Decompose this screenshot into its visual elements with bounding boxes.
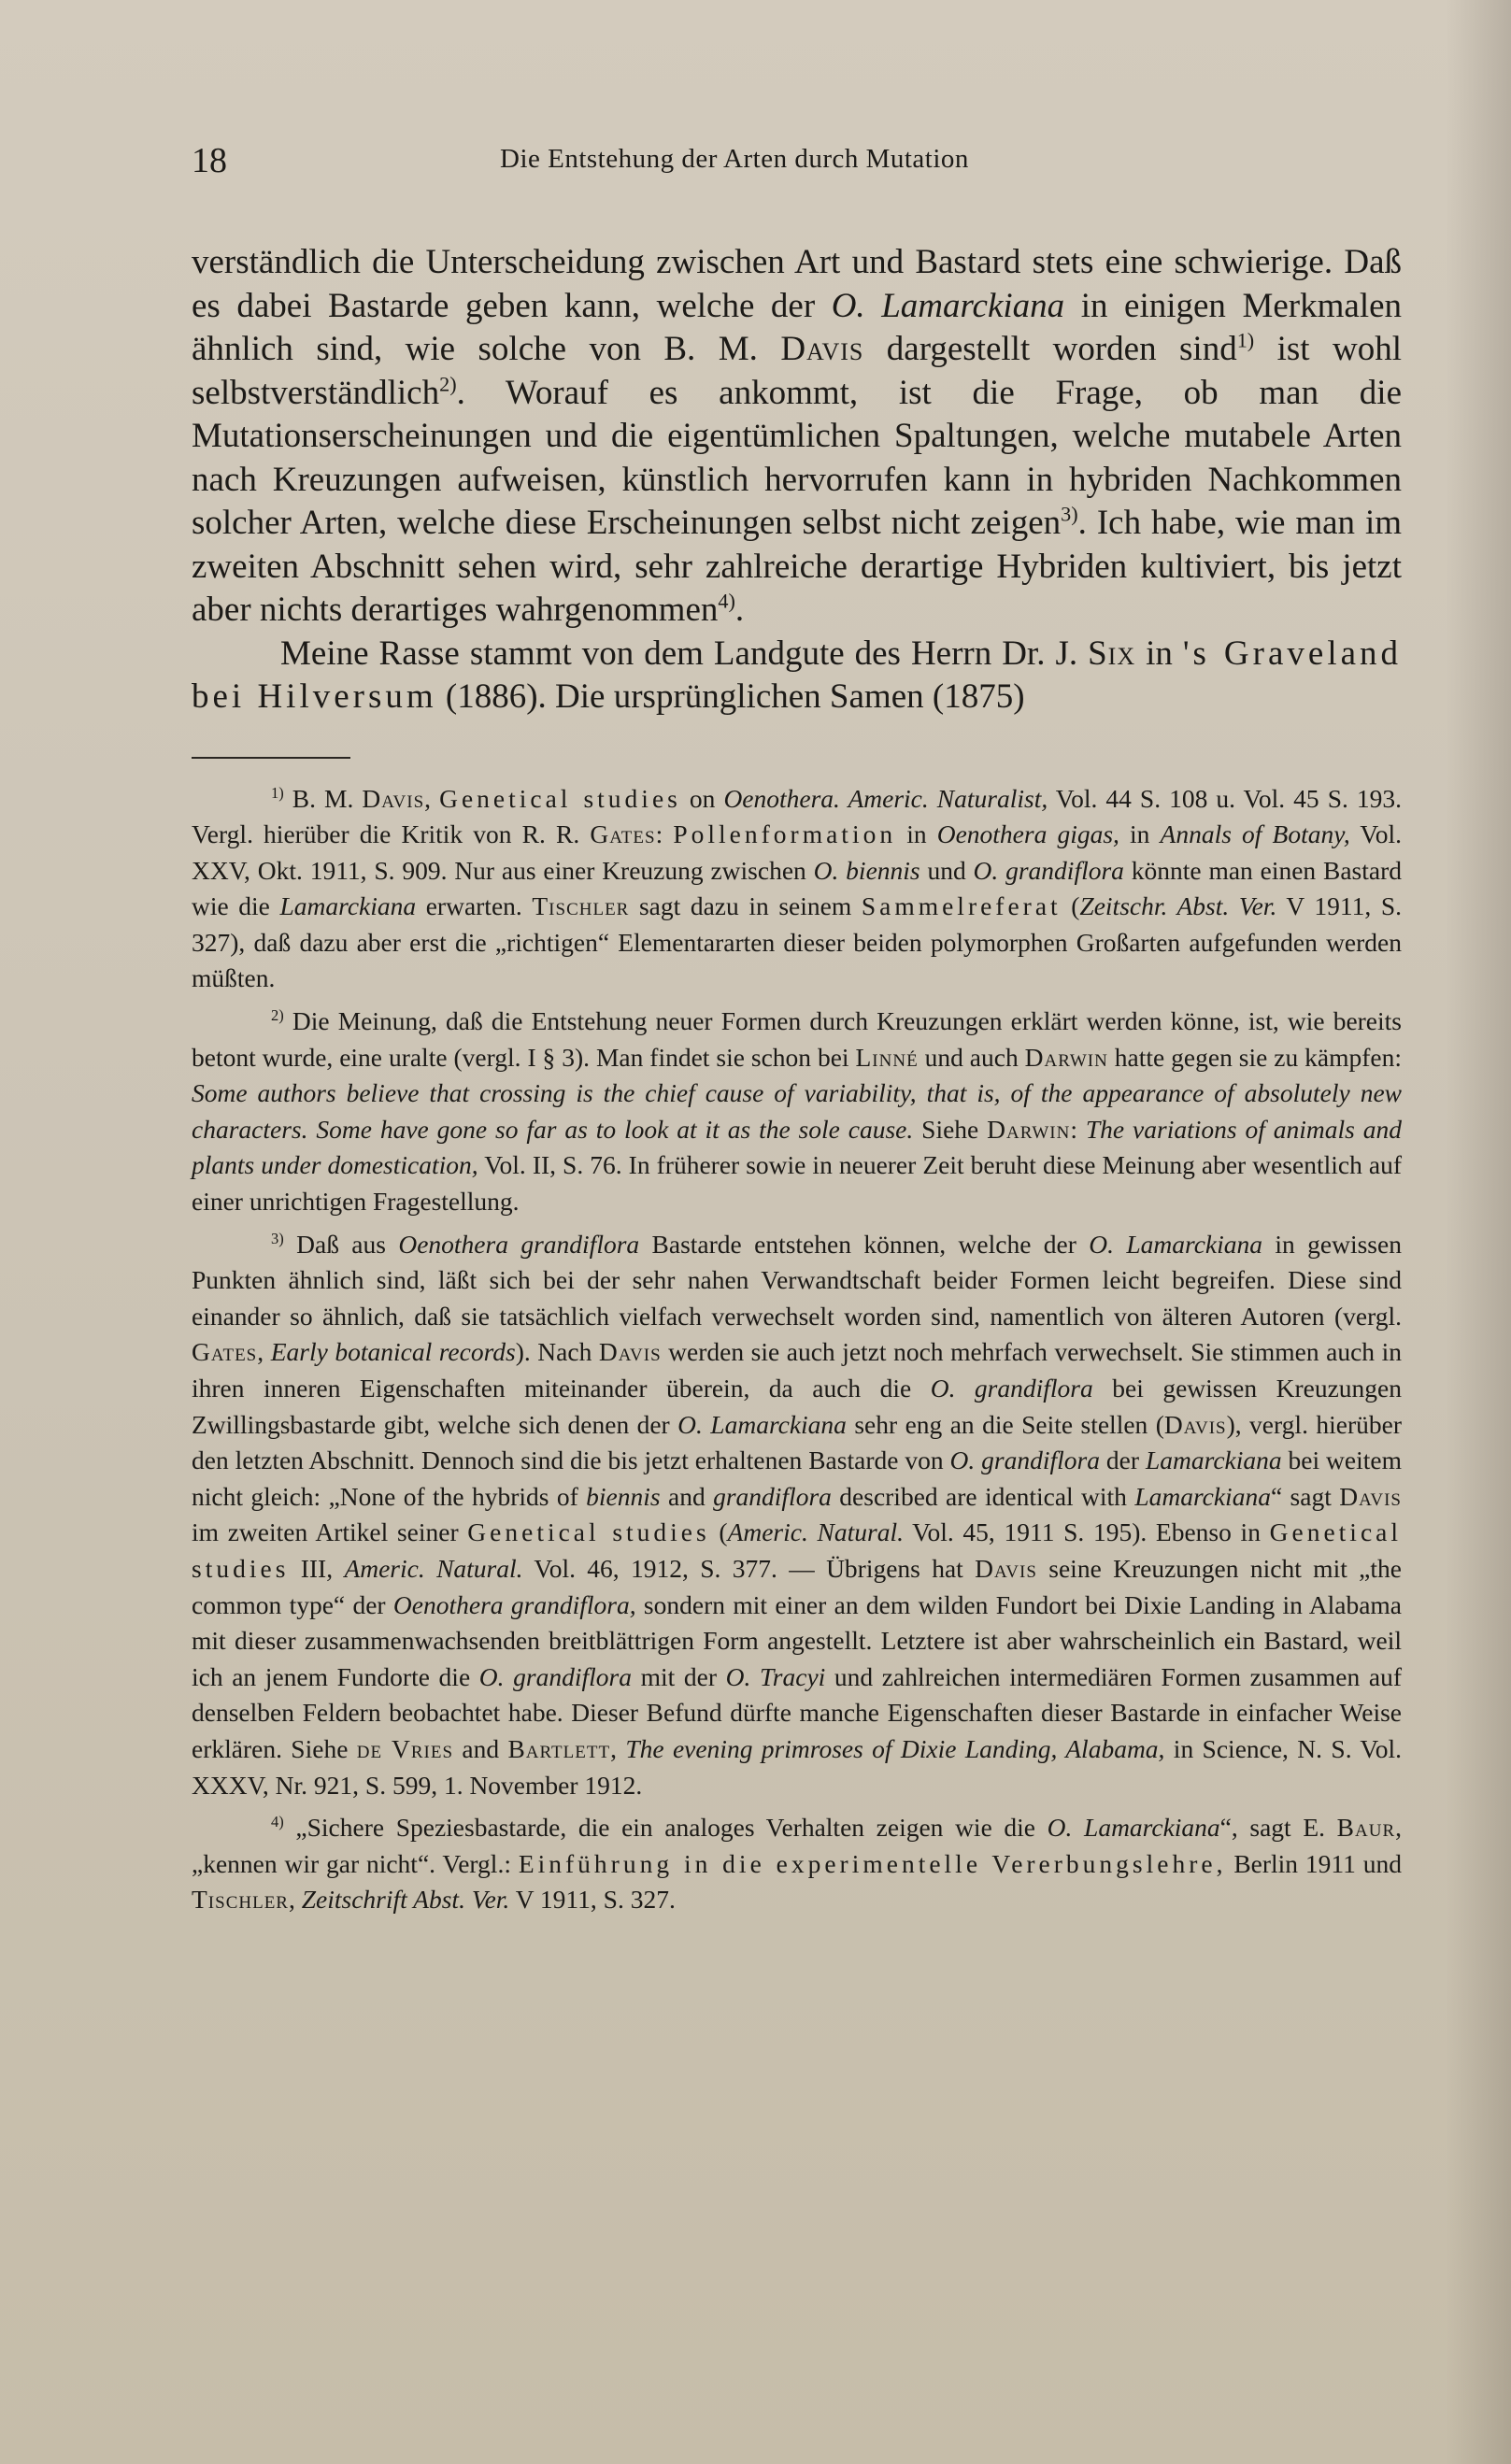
text-run: ( xyxy=(709,1517,728,1547)
author-name: Davis xyxy=(598,1337,662,1367)
author-name: Davis xyxy=(362,783,425,813)
italic-run: O. grandiflora xyxy=(478,1661,632,1691)
text-run: seine Kreuzungen nicht mit „the common type“ der xyxy=(192,1553,1402,1619)
footnote-marker: 2) xyxy=(271,1005,284,1024)
text-run: in Science, N. S. Vol. XXXV, Nr. 921, S. 599, 1. November 1912. xyxy=(192,1733,1403,1800)
spaced-text: 's Graveland bei Hilversum xyxy=(192,634,1403,716)
author-name: Bartlett xyxy=(507,1733,611,1763)
text-run: described are identical with xyxy=(831,1481,1135,1511)
italic-run: Early botanical records xyxy=(270,1337,516,1367)
text-run: and xyxy=(453,1733,508,1763)
text-run: bei gewissen Kreuzungen Zwillingsbastarde gibt, welche sich denen der xyxy=(192,1374,1403,1439)
footnote-ref-4: 4) xyxy=(718,589,735,613)
page-number: 18 xyxy=(192,141,227,180)
text-run: . Worauf es ankommt, ist die Frage, ob man die Mutationserscheinungen und die eigentümlichen Spaltungen, welche mutabele Arten nach Kreuzungen aufweisen, künstlich hervorrufen kann in hybriden Nachkommen solcher Arten, welche diese Erscheinungen selbst nicht zeigen xyxy=(192,373,1402,542)
italic-run: Oenothera. Americ. Naturalist, xyxy=(723,783,1048,813)
text-run: , xyxy=(288,1885,302,1915)
text-run: werden sie auch jetzt noch mehrfach verwechselt. Sie stimmen auch in ihren inneren Eigenschaften miteinander überein, da auch die xyxy=(192,1337,1402,1403)
italic-run: O. Lamarckiana xyxy=(1047,1813,1220,1843)
italic-run: The variations of animals and plants under domestication, xyxy=(192,1114,1402,1180)
footnote-1 xyxy=(192,781,1402,998)
text-run: Vol. 46, 1912, S. 377. — Übrigens hat xyxy=(522,1553,976,1583)
text-run: on xyxy=(680,783,724,813)
italic-run: Oenothera grandiflora, xyxy=(392,1589,636,1619)
text-run: verständlich die Unterscheidung zwischen Art und Bastard stets eine schwierige. Daß es dabei Bastarde geben kann, welche der xyxy=(192,243,1402,325)
page-edge-shadow xyxy=(1446,0,1511,2464)
footnote-marker: 1) xyxy=(271,783,284,802)
italic-run: Lamarckiana xyxy=(1145,1446,1282,1475)
text-run: : xyxy=(1070,1114,1086,1144)
text-run: , xyxy=(424,783,440,813)
text-run: Vol. 45, 1911 S. 195). Ebenso in xyxy=(903,1517,1270,1547)
italic-run: grandiflora xyxy=(713,1481,832,1511)
author-name: Davis xyxy=(975,1553,1037,1583)
author-name: Linné xyxy=(855,1042,919,1072)
text-run: in einigen Merkmalen ähnlich sind, wie solche von B. M. xyxy=(192,286,1403,368)
text-run: sehr eng an die Seite stellen ( xyxy=(846,1409,1164,1439)
italic-run: O. biennis xyxy=(813,855,920,885)
text-run: , xyxy=(610,1733,626,1763)
text-run: in gewissen Punkten ähnlich sind, läßt sich bei der sehr nahen Verwandtschaft beider Formen leicht begreifen. Diese sind einander so ähnlich, daß sie tatsächlich vielfach verwechselt worden sind, namentlich von älteren Autoren (vergl. xyxy=(192,1229,1402,1331)
text-run: ist wohl selbstverständlich xyxy=(192,330,1402,412)
text-run: und zahlreichen intermediären Formen zusammen auf denselben Feldern beobachtet habe. Dieser Befund dürfte manche Eigenschaften dieser Bastarde in einfacher Weise erklären. Siehe xyxy=(192,1661,1402,1763)
text-run: Meine Rasse stammt von dem Landgute des Herrn Dr. J. xyxy=(280,634,1089,673)
text-run: B. M. xyxy=(283,783,363,813)
author-name: Darwin xyxy=(1024,1042,1108,1072)
text-run: III, xyxy=(289,1553,345,1583)
text-run: V 1911, S. 327. xyxy=(509,1885,676,1915)
italic-run: biennis xyxy=(586,1481,661,1511)
text-run: und xyxy=(919,855,974,885)
footnote-ref-1: 1) xyxy=(1236,328,1255,352)
italic-run: Oenothera gigas, xyxy=(936,819,1119,849)
text-run: Berlin 1911 und xyxy=(1226,1848,1403,1878)
text-run: könnte man einen Bastard wie die xyxy=(192,855,1403,921)
main-text xyxy=(192,241,1402,719)
text-run: Vol. 44 S. 108 u. Vol. 45 S. 193. Vergl. hierüber die Kritik von R. R. xyxy=(192,783,1403,849)
spaced-text: Einführung in die experimentelle Vererbungslehre, xyxy=(518,1848,1227,1878)
footnote-marker: 3) xyxy=(271,1229,284,1247)
text-run: Bastarde entstehen können, welche der xyxy=(639,1229,1090,1259)
italic-run: O. Lamarckiana xyxy=(1089,1229,1263,1259)
italic-run: Lamarckiana xyxy=(1134,1481,1271,1511)
footnote-marker: 4) xyxy=(271,1812,284,1830)
spaced-text: Genetical studies xyxy=(439,783,681,813)
text-run: “, sagt E. xyxy=(1219,1813,1337,1843)
paragraph-1 xyxy=(192,241,1402,633)
italic-run: O. grandiflora xyxy=(949,1446,1101,1475)
author-name: Davis xyxy=(1339,1481,1402,1511)
text-run: „Sichere Speziesbastarde, die ein analoges Verhalten zeigen wie die xyxy=(283,1813,1048,1843)
text-run: Daß aus xyxy=(283,1229,399,1259)
italic-run: O. Lamarckiana xyxy=(677,1409,847,1439)
text-run: sagt dazu in seinem xyxy=(629,891,862,921)
text-run: , xyxy=(257,1337,271,1367)
paragraph-2 xyxy=(192,633,1402,719)
footnote-2 xyxy=(192,1004,1402,1220)
text-run: , „kennen wir gar nicht“. Vergl.: xyxy=(192,1813,1402,1878)
text-run: . Ich habe, wie man im zweiten Abschnitt sehen wird, sehr zahlreiche derartige Hybriden kultiviert, bis jetzt aber nichts derartiges wahrgenommen xyxy=(192,504,1402,629)
text-run: erwarten. xyxy=(416,891,533,921)
page-header xyxy=(192,140,1399,206)
text-run: ). Nach xyxy=(515,1337,599,1367)
text-run: ( xyxy=(1061,891,1080,921)
footnote-divider xyxy=(192,757,350,759)
text-run: (1886). Die ursprünglichen Samen (1875) xyxy=(436,677,1025,716)
italic-run: O. grandiflora xyxy=(973,855,1124,885)
italic-run: Americ. Natural. xyxy=(727,1517,904,1547)
italic-run: Annals of Botany, xyxy=(1160,819,1350,849)
text-run: in xyxy=(896,819,937,849)
italic-run: The evening primroses of Dixie Landing, Alabama, xyxy=(625,1733,1165,1763)
author-name: Davis xyxy=(1163,1409,1227,1439)
text-run: der xyxy=(1100,1446,1146,1475)
text-run: “ sagt xyxy=(1270,1481,1340,1511)
footnote-4 xyxy=(192,1810,1402,1918)
text-run: Siehe xyxy=(913,1114,988,1144)
text-run: Vol. XXV, Okt. 1911, S. 909. Nur aus einer Kreuzung zwischen xyxy=(192,819,1403,885)
text-run: hatte gegen sie zu kämpfen: xyxy=(1107,1042,1402,1072)
author-name: de Vries xyxy=(356,1733,454,1763)
text-run: Vol. II, S. 76. In früherer sowie in neuerer Zeit beruht diese Meinung aber wesentlich auf einer unrichtigen Fragestellung. xyxy=(192,1150,1402,1217)
text-run: . xyxy=(734,591,745,629)
text-run: V 1911, S. 327), daß dazu aber erst die „richtigen“ Elementararten dieser beiden polymorphen Großarten aufgefunden werden müßten. xyxy=(192,891,1402,993)
italic-run: Americ. Natural. xyxy=(344,1553,523,1583)
text-run: and xyxy=(660,1481,714,1511)
text-run: in xyxy=(1119,819,1161,849)
footnote-ref-2: 2) xyxy=(439,372,457,396)
text-run: ), vergl. hierüber den letzten Abschnitt. Dennoch sind die bis jetzt erhaltenen Bastarde von xyxy=(192,1409,1402,1475)
text-run: Die Meinung, daß die Entstehung neuer Formen durch Kreuzungen erklärt werden könne, ist, wie bereits betont wurde, eine uralte (vergl. I § 3). Man findet sie schon bei xyxy=(192,1006,1402,1072)
italic-run: Oenothera grandiflora xyxy=(398,1229,640,1259)
spaced-text: Genetical studies xyxy=(467,1517,710,1547)
author-name: Tischler xyxy=(192,1885,289,1915)
italic-run: Zeitschr. Abst. Ver. xyxy=(1079,891,1277,921)
spaced-text: Sammelreferat xyxy=(861,891,1062,921)
spaced-text: Genetical studies xyxy=(192,1517,1402,1583)
author-name: Six xyxy=(1088,634,1136,673)
author-name: Davis xyxy=(780,330,864,368)
text-run: in xyxy=(1135,634,1183,673)
italic-run: O. Lamarckiana xyxy=(831,286,1065,325)
text-run: dargestellt worden sind xyxy=(863,330,1237,368)
text-run: sondern mit einer an dem wilden Fundort bei Dixie Landing in Alabama mit dieser zusammenwachsenden breitblättrigen Form angestellt. Letztere ist aber wahrscheinlich ein Bastard, weil ich an jenem Fundorte die xyxy=(192,1589,1403,1691)
italic-run: Zeitschrift Abst. Ver. xyxy=(301,1885,510,1915)
text-run: : xyxy=(655,819,674,849)
footnotes xyxy=(192,781,1402,1918)
italic-run: Lamarckiana xyxy=(279,891,417,921)
text-run: und auch xyxy=(918,1042,1025,1072)
text-run: bei weitem nicht gleich: „None of the hybrids of xyxy=(192,1446,1403,1511)
italic-run: O. grandiflora xyxy=(930,1374,1093,1403)
text-run: im zweiten Artikel seiner xyxy=(192,1517,468,1547)
text-run: mit der xyxy=(631,1661,726,1691)
author-name: Tischler xyxy=(532,891,630,921)
footnote-3 xyxy=(192,1227,1402,1804)
running-title: Die Entstehung der Arten durch Mutation xyxy=(500,144,969,174)
spaced-text: Pollenformation xyxy=(673,819,897,849)
footnote-ref-3: 3) xyxy=(1061,502,1078,526)
italic-quote: Some authors believe that crossing is the chief cause of variability, that is, of the appearance of absolutely new characters. Some have gone so far as to look at it as the sole cause. xyxy=(192,1078,1402,1144)
author-name: Gates xyxy=(192,1337,258,1367)
author-name: Darwin xyxy=(987,1114,1071,1144)
author-name: Baur xyxy=(1336,1813,1396,1843)
italic-run: O. Tracyi xyxy=(725,1661,826,1691)
author-name: Gates xyxy=(590,819,656,849)
